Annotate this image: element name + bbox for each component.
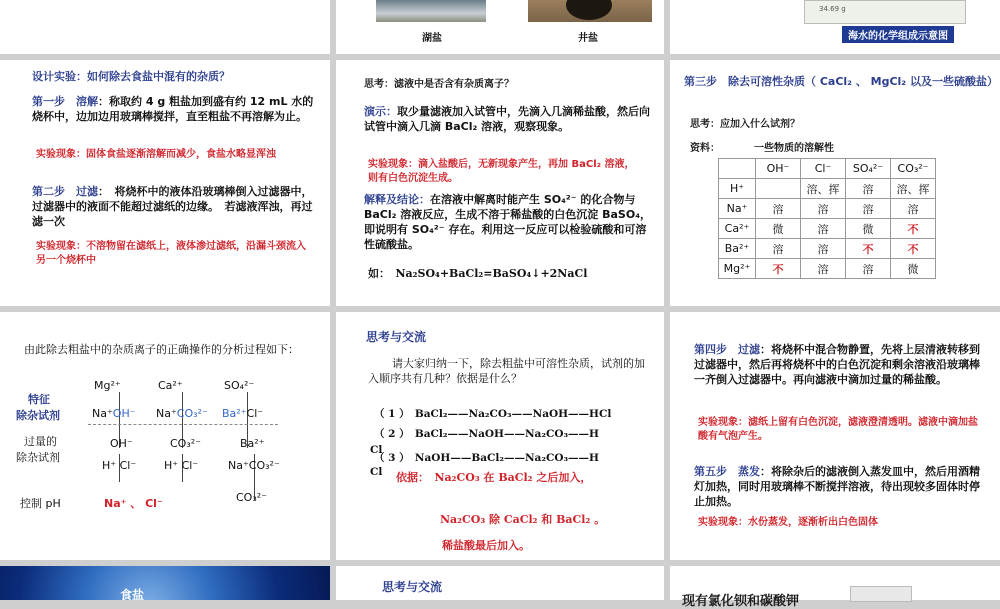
slide-analysis-flow [0, 312, 330, 560]
step2-label: 第二步 过滤 [32, 185, 98, 198]
divider [88, 424, 278, 426]
caption-well-salt: 井盐 [578, 33, 598, 44]
choice-2: （ 2 ） BaCl₂——NaOH——Na₂CO₃——H [374, 428, 599, 440]
slide-bottom-right [670, 566, 1000, 609]
step4-label: 第四步 过滤 [694, 343, 760, 356]
cl-ion: Cl⁻ [119, 459, 137, 472]
step5-label: 第五步 蒸发 [694, 465, 760, 478]
step4 [694, 342, 986, 387]
ref-label: 资料： [690, 143, 720, 154]
slide-bottom-left [0, 566, 330, 600]
label-reagent: 除杂试剂 [16, 409, 60, 422]
table-cell: 溶 [846, 199, 891, 219]
slide-top-left [0, 0, 330, 54]
conclusion-block [364, 192, 654, 252]
table-cell: 溶 [801, 259, 846, 279]
slide-title: 思考与交流 [366, 330, 427, 344]
table-row [719, 239, 936, 259]
step1-text: ：称取约 4 g 粗盐加到盛有约 12 mL 水的烧杯中，边加边用玻璃棒搅拌，直至粗盐不再溶解为止。 [32, 95, 314, 123]
na-ion: Na⁺ [228, 459, 249, 472]
table-row-header: Ba²⁺ [719, 239, 756, 259]
ph-ions: Na⁺ 、 Cl⁻ [104, 497, 163, 510]
lake-salt-photo [376, 0, 486, 22]
label-feature: 特征 [28, 393, 50, 406]
image-thumbnail [850, 586, 912, 602]
obs1-text: 实验现象：固体食盐逐渐溶解而减少，食盐水略显浑浊 [36, 149, 276, 160]
table-title: 一些物质的溶解性 [754, 143, 834, 154]
table-header-cell: OH⁻ [756, 159, 801, 179]
seawater-chart-image [804, 0, 966, 24]
basis-text-2: Na₂CO₃ 除 CaCl₂ 和 BaCl₂ 。 [440, 513, 606, 526]
excess-ba: Ba²⁺ [240, 437, 265, 450]
seawater-caption: 海水的化学组成示意图 [842, 26, 954, 43]
conclusion-label: 解释及结论： [364, 193, 430, 206]
table-cell: 微 [891, 259, 936, 279]
slide-top-right [670, 0, 1000, 54]
table-row [719, 259, 936, 279]
table-row-header: H⁺ [719, 179, 756, 199]
basis-text: 依据： Na₂CO₃ 在 BaCl₂ 之后加入， [396, 471, 592, 484]
final-co3: CO₃²⁻ [236, 491, 267, 504]
think-text: 思考：应加入什么试剂？ [690, 119, 800, 130]
co3-ion: CO₃²⁻ [248, 459, 280, 472]
table-row-header: Mg²⁺ [719, 259, 756, 279]
title-rest: ：如何除去食盐中混有的杂质？ [76, 70, 230, 83]
solubility-table [718, 158, 936, 279]
step2-text: ： 将烧杯中的液体沿玻璃棒倒入过滤器中， 过滤器中的液面不能超过滤纸的边缘。 若滤液浑浊，再过滤一次 [32, 185, 318, 228]
slide-title: 现有氯化钡和碳酸钾 [682, 594, 800, 609]
excess-oh: OH⁻ [110, 437, 133, 450]
equation-text: 如： Na₂SO₄+BaCl₂=BaSO₄↓+2NaCl [368, 267, 588, 280]
step3-title: 第三步 除去可溶性杂质（ CaCl₂ 、 MgCl₂ 以及一些硫酸盐） [684, 75, 998, 88]
reagent-naoh [92, 406, 136, 421]
obs-text: 实验现象：滴入盐酸后，无新现象产生，再加 BaCl₂ 溶液，则有白色沉淀生成。 [368, 159, 635, 184]
well-salt-photo [528, 0, 652, 22]
reagent-hcl-2 [164, 458, 198, 473]
obs5-text: 实验现象：水份蒸发，逐渐析出白色固体 [698, 517, 878, 528]
na-ion: Na⁺ [156, 407, 177, 420]
table-header-cell: SO₄²⁻ [846, 159, 891, 179]
caption-lake-salt: 湖盐 [422, 33, 442, 44]
choice-2-cl: Cl [370, 444, 383, 456]
choice-3: （ 3 ） NaOH——BaCl₂——Na₂CO₃——H [374, 452, 599, 464]
step5 [694, 464, 986, 509]
obs2-text: 实验现象：不溶物留在滤纸上，液体渗过滤纸，沿漏斗颈流入另一个烧杯中 [36, 241, 306, 266]
table-cell: 不 [846, 239, 891, 259]
table-cell: 微 [846, 219, 891, 239]
table-header-cell [719, 159, 756, 179]
demo-label: 演示： [364, 105, 397, 118]
conclusion-text: 在溶液中解离时能产生 SO₄²⁻ 的化合物与 BaCl₂ 溶液反应，生成不溶于稀盐酸的白色沉淀 BaSO₄，即说明有 SO₄²⁻ 存在。利用这一反应可以检验硫酸和可溶性硫酸盐。 [364, 193, 652, 251]
intro-text: 由此除去粗盐中的杂质离子的正确操作的分析过程如下： [24, 343, 299, 356]
demo-text: 取少量滤液加入试管中，先滴入几滴稀盐酸，然后向试管中滴入几滴 BaCl₂ 溶液，观察现象。 [364, 105, 650, 133]
obs4-text: 实验现象：滤纸上留有白色沉淀，滤液澄清透明。滤液中滴加盐酸有气泡产生。 [698, 417, 978, 442]
slide-title: 食盐 [120, 588, 145, 602]
choice-3-cl: Cl [370, 466, 383, 478]
table-row [719, 199, 936, 219]
slide-top-middle [336, 0, 664, 54]
choice-1: （ 1 ） BaCl₂——Na₂CO₃——NaOH——HCl [374, 408, 612, 420]
table-header-cell: CO₃²⁻ [891, 159, 936, 179]
table-cell: 溶 [801, 219, 846, 239]
table-cell [756, 179, 801, 199]
h-ion: H⁺ [102, 459, 117, 472]
reagent-na2co3-2 [228, 458, 280, 473]
oh-ion: OH⁻ [112, 407, 136, 420]
slide-title [32, 69, 322, 84]
h-ion: H⁺ [164, 459, 179, 472]
slide-step4-5 [670, 312, 1000, 560]
think-text: 思考：滤液中是否含有杂质离子？ [364, 79, 514, 90]
question-text: 请大家归纳一下，除去粗盐中可溶性杂质，试剂的加入顺序共有几种？依据是什么？ [368, 357, 645, 385]
slide-test-sulfate [336, 60, 664, 306]
table-cell: 溶 [891, 199, 936, 219]
step5-text: ：将除杂后的滤液倒入蒸发皿中，然后用酒精灯加热，同时用玻璃棒不断搅拌溶液，待出现较多固体时停止加热。 [694, 465, 980, 508]
table-cell: 溶 [756, 199, 801, 219]
excess-co3: CO₃²⁻ [170, 437, 201, 450]
slide-title: 思考与交流 [382, 580, 443, 594]
table-cell: 溶 [756, 239, 801, 259]
title-prefix: 设计实验 [32, 70, 76, 83]
slide-bottom-middle [336, 566, 664, 600]
chart-value-text: 34.69 g [819, 5, 846, 13]
na-ion: Na⁺ [92, 407, 113, 420]
label-excess-reagent: 除杂试剂 [16, 451, 60, 464]
slide-think-order [336, 312, 664, 560]
table-row-header: Na⁺ [719, 199, 756, 219]
table-header-cell: Cl⁻ [801, 159, 846, 179]
basis-text-3: 稀盐酸最后加入。 [442, 539, 530, 552]
table-cell: 溶、挥 [801, 179, 846, 199]
slide-design-experiment [0, 60, 330, 306]
slide-step3 [670, 60, 1000, 306]
table-cell: 溶、挥 [891, 179, 936, 199]
table-cell: 微 [756, 219, 801, 239]
co3-ion: CO₃²⁻ [176, 407, 208, 420]
ba-ion: Ba²⁺ [222, 407, 247, 420]
table-cell: 溶 [801, 199, 846, 219]
label-ph: 控制 pH [20, 497, 61, 510]
table-cell: 不 [891, 239, 936, 259]
ion-so4: SO₄²⁻ [224, 379, 255, 392]
ion-ca: Ca²⁺ [158, 379, 183, 392]
table-cell: 溶 [846, 259, 891, 279]
step1 [32, 94, 317, 124]
cl-ion: Cl⁻ [246, 407, 264, 420]
table-cell: 溶 [846, 179, 891, 199]
table-cell: 不 [891, 219, 936, 239]
demo-block [364, 104, 654, 134]
cl-ion: Cl⁻ [181, 459, 199, 472]
step1-label: 第一步 溶解 [32, 95, 98, 108]
table-row [719, 179, 936, 199]
table-row-header: Ca²⁺ [719, 219, 756, 239]
step2 [32, 184, 317, 229]
reagent-hcl-1 [102, 458, 136, 473]
table-cell: 溶 [801, 239, 846, 259]
label-excess: 过量的 [24, 435, 57, 448]
ion-mg: Mg²⁺ [94, 379, 121, 392]
reagent-na2co3 [156, 406, 208, 421]
table-cell: 不 [756, 259, 801, 279]
table-row [719, 219, 936, 239]
step4-text: ：将烧杯中混合物静置，先将上层清液转移到过滤器中，然后再将烧杯中的白色沉淀和剩余溶液沿玻璃棒一齐倒入过滤器中。再向滤液中滴加过量的稀盐酸。 [694, 343, 980, 386]
table-header-row [719, 159, 936, 179]
reagent-bacl2 [222, 406, 263, 421]
